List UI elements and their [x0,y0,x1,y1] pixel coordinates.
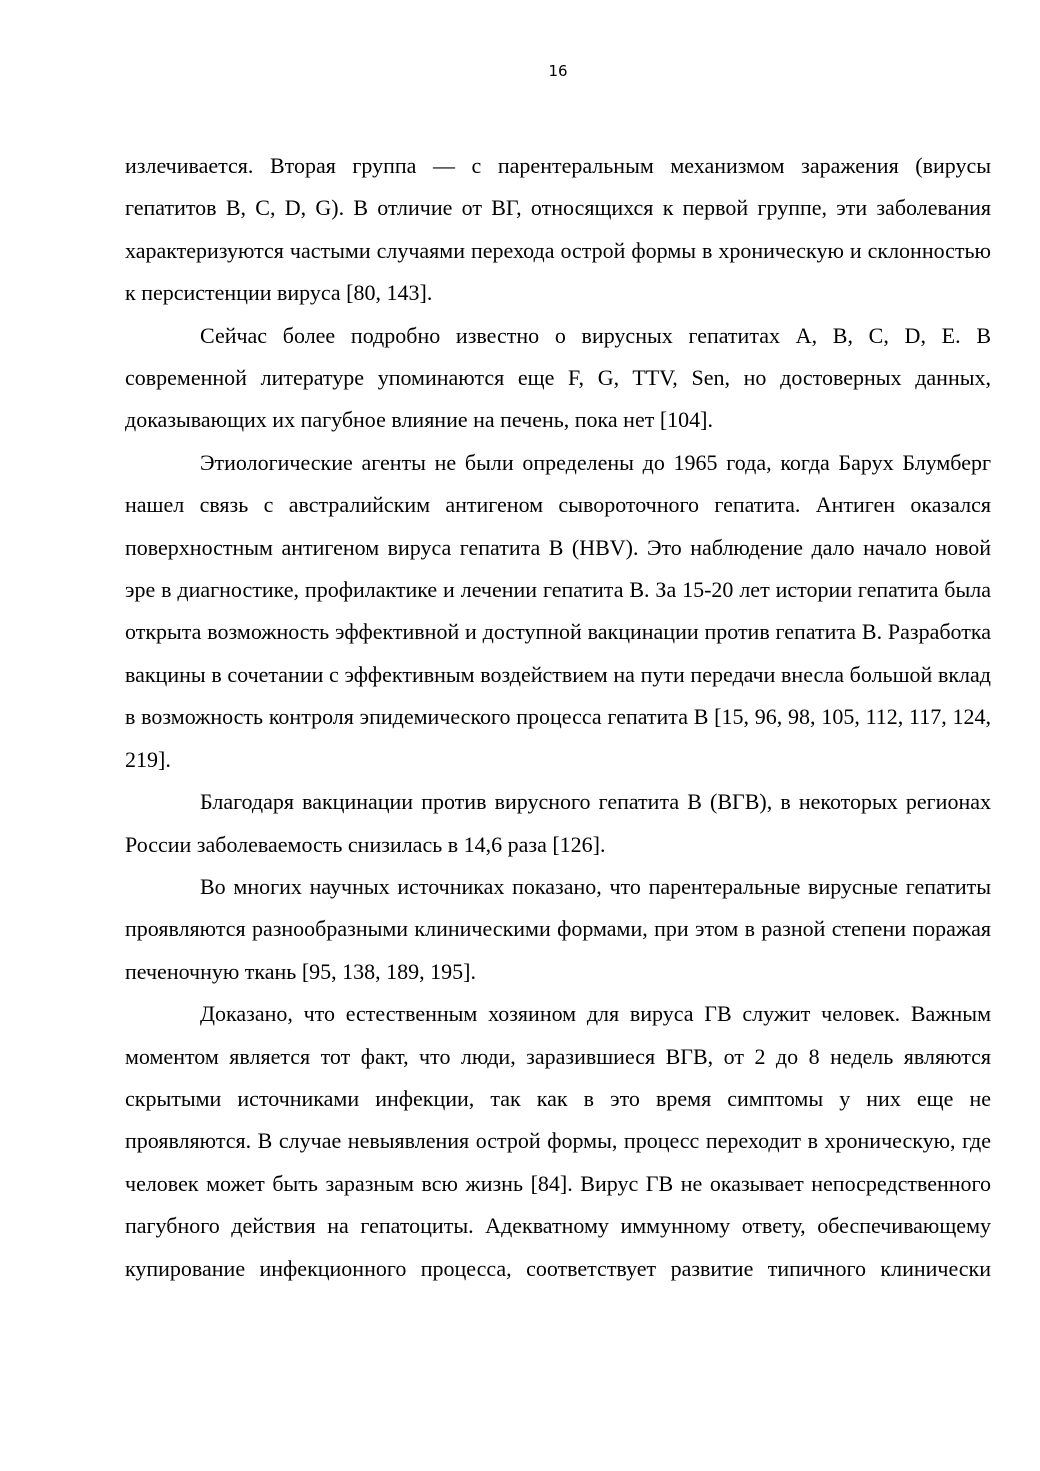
paragraph-continuation: излечивается. Вторая группа — с парентеральным механизмом заражения (вирусы гепатитов B, C, D, G). В отличие от ВГ, относящихся к первой группе, эти заболевания характеризуются частыми случаями перехода острой формы в хроническую и склонностью к персистенции вируса [80, 143]. [125,153,991,306]
paragraph-clinical-forms: Во многих научных источниках показано, что парентеральные вирусные гепатиты проявляются разнообразными клиническими формами, при этом в разной степени поражая печеночную ткань [95, 138, 189, 195]. [125,873,991,984]
paragraph-natural-host: Доказано, что естественным хозяином для вируса ГВ служит человек. Важным моментом является тот факт, что люди, заразившиеся ВГВ, от 2 до 8 недель являются скрытыми источниками инфекции, так как в это время симптомы у них еще не проявляются. В случае невыявления острой формы, процесс переходит в хроническую, где человек может быть заразным всю жизнь [84]. Вирус ГВ не оказывает непосредственного пагубного действия на гепатоциты. Адекватному иммунному ответу, обеспечивающему купирование инфекционного процесса, соответствует развитие типичного клинически [125,1001,991,1281]
paragraph-hepatitis-types: Сейчас более подробно известно о вирусных гепатитах A, B, C, D, E. В современной литературе упоминаются еще F, G, TTV, Sen, но достоверных данных, доказывающих их пагубное влияние на печень, пока нет [104]. [125,322,991,433]
paragraph-vaccination-effect: Благодаря вакцинации против вирусного гепатита В (ВГВ), в некоторых регионах России заболеваемость снизилась в 14,6 раза [126]. [125,789,991,857]
body-text [125,145,991,1290]
paragraph-etiology-history: Этиологические агенты не были определены до 1965 года, когда Барух Блумберг нашел связь с австралийским антигеном сывороточного гепатита. Антиген оказался поверхностным антигеном вируса гепатита В (HBV). Это наблюдение дало начало новой эре в диагностике, профилактике и лечении гепатита В. За 15-20 лет истории гепатита была открыта возможность эффективной и доступной вакцинации против гепатита В. Разработка вакцины в сочетании с эффективным воздействием на пути передачи внесла большой вклад в возможность контроля эпидемического процесса гепатита В [15, 96, 98, 105, 112, 117, 124, 219]. [125,449,991,772]
page-number: 16 [548,62,568,80]
